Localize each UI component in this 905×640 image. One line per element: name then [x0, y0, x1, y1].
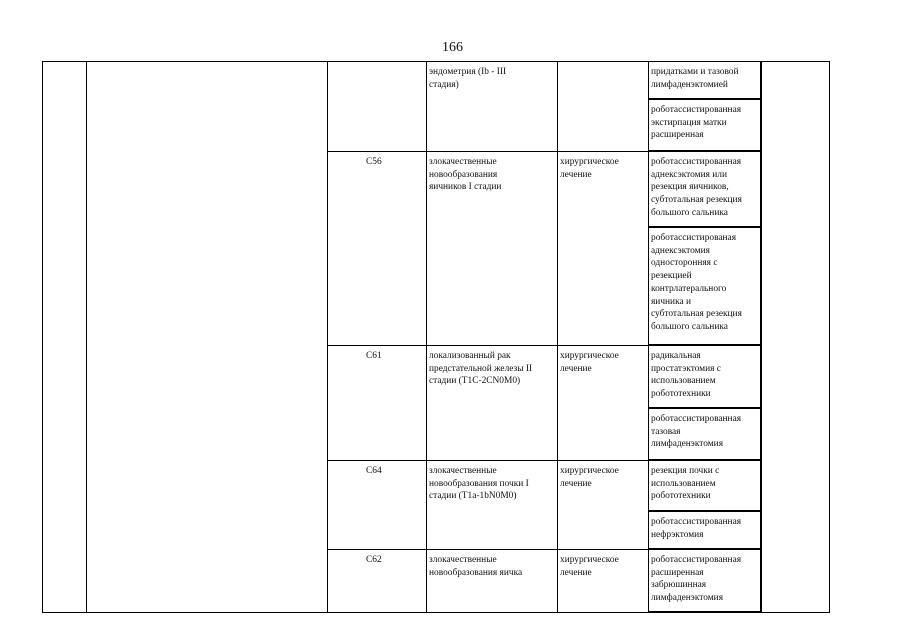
treatment-text: лечение: [560, 169, 592, 180]
method-cell-right-border: [760, 460, 762, 511]
method-cell-right-border: [760, 511, 762, 549]
row-divider: [327, 151, 648, 152]
method-cell-right-border: [760, 61, 762, 99]
treatment-text: хирургическое: [560, 466, 619, 476]
row-divider: [327, 345, 648, 346]
method-cell-right-border: [760, 151, 762, 227]
diagnosis-text: злокачественные: [429, 157, 497, 167]
code-cell: C64: [366, 466, 382, 476]
diagnosis-text: яичников I стадии: [429, 182, 502, 193]
treatment-text: хирургическое: [560, 555, 619, 565]
method-text: простатэктомия с: [651, 363, 721, 374]
method-text: роботассистированная: [651, 555, 742, 565]
method-text: субтотальная резекция: [651, 195, 742, 206]
diagnosis-text: эндометрия (Ib - III: [429, 67, 507, 77]
table-top-border: [42, 61, 830, 62]
diagnosis-text: предстательной железы II: [429, 363, 533, 374]
column-divider: [86, 61, 87, 612]
diagnosis-text: новообразования почки I: [429, 478, 529, 489]
method-cell-top: [648, 460, 762, 461]
method-text: контрлатерального: [651, 283, 727, 294]
method-cell-top: [648, 99, 762, 100]
column-divider: [426, 61, 427, 612]
method-text: радикальная: [651, 351, 701, 361]
method-text: большого сальника: [651, 207, 728, 218]
method-text: использованием: [651, 376, 716, 387]
method-text: расширенная: [651, 567, 704, 578]
column-divider: [42, 61, 43, 612]
treatment-text: лечение: [560, 478, 592, 489]
code-cell: C62: [366, 555, 382, 565]
row-divider: [327, 460, 648, 461]
method-text: аднексэктомия или: [651, 169, 727, 180]
method-cell-top: [648, 227, 762, 228]
treatment-text: хирургическое: [560, 157, 619, 167]
method-text: большого сальника: [651, 321, 728, 332]
method-text: субтотальная резекция: [651, 309, 742, 320]
diagnosis-text: новообразования яичка: [429, 567, 523, 578]
method-text: лимфаденэктомия: [651, 593, 724, 604]
diagnosis-text: стадии (T1a-1bN0M0): [429, 491, 517, 502]
method-text: расширенная: [651, 130, 704, 141]
method-text: роботассистированая: [651, 233, 737, 243]
treatment-text: лечение: [560, 363, 592, 374]
treatment-text: лечение: [560, 567, 592, 578]
method-text: аднексэктомия: [651, 245, 710, 256]
method-text: роботассистированная: [651, 517, 742, 527]
method-text: придатками и тазовой: [651, 67, 739, 77]
method-text: резекцией: [651, 271, 692, 282]
method-cell-bottom: [648, 611, 762, 612]
method-cell-right-border: [760, 345, 762, 408]
diagnosis-text: злокачественные: [429, 555, 497, 565]
method-text: забрюшинная: [651, 580, 707, 591]
diagnosis-text: стадии (T1C-2CN0M0): [429, 376, 521, 387]
method-text: односторонняя с: [651, 258, 718, 269]
diagnosis-text: новообразования: [429, 169, 498, 180]
column-divider: [327, 61, 328, 612]
method-text: лимфаденэктомия: [651, 439, 724, 450]
method-cell-top: [648, 549, 762, 550]
method-text: использованием: [651, 478, 716, 489]
table-bottom-border: [42, 612, 830, 613]
row-divider: [327, 549, 648, 550]
method-text: робототехники: [651, 491, 711, 502]
method-cell-right-border: [760, 549, 762, 612]
method-text: тазовая: [651, 426, 681, 437]
treatment-text: хирургическое: [560, 351, 619, 361]
method-cell-right-border: [760, 408, 762, 460]
method-text: роботассистированная: [651, 414, 742, 424]
page-number: 166: [442, 40, 463, 55]
method-cell-top: [648, 345, 762, 346]
method-cell-top: [648, 511, 762, 512]
method-text: резекция яичников,: [651, 182, 729, 193]
diagnosis-text: локализованный рак: [429, 351, 511, 361]
method-text: яичника и: [651, 296, 692, 307]
diagnosis-text: злокачественные: [429, 466, 497, 476]
method-text: экстирпация матки: [651, 117, 727, 128]
method-text: резекция почки с: [651, 466, 720, 476]
method-text: роботассистированная: [651, 105, 742, 115]
column-divider: [829, 61, 830, 612]
method-text: роботассистированная: [651, 157, 742, 167]
code-cell: C56: [366, 157, 382, 167]
method-cell-top: [648, 408, 762, 409]
column-divider: [557, 61, 558, 612]
method-cell-top: [648, 151, 762, 152]
column-divider: [648, 61, 649, 612]
method-text: робототехники: [651, 389, 711, 400]
diagnosis-text: стадия): [429, 79, 459, 90]
method-text: лимфаденэктомией: [651, 79, 728, 90]
code-cell: C61: [366, 351, 382, 361]
method-text: нефрэктомия: [651, 529, 704, 540]
method-cell-right-border: [760, 99, 762, 151]
method-cell-right-border: [760, 227, 762, 345]
